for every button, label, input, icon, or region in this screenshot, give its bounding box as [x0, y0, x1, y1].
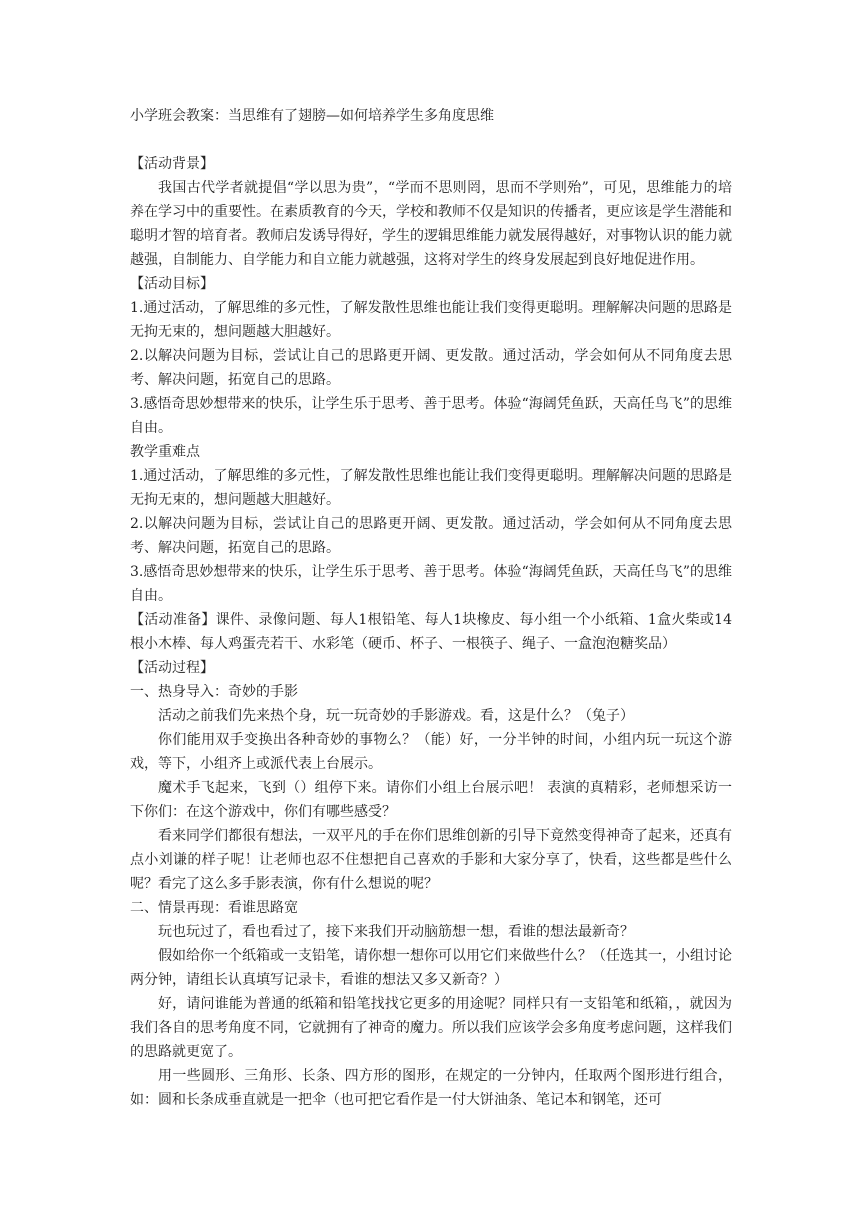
process-heading: 【活动过程】 — [130, 660, 214, 676]
document-body — [130, 104, 732, 1112]
document-title: 小学班会教案：当思维有了翅膀—如何培养学生多角度思维 — [130, 108, 494, 124]
section-1-paragraph: 看来同学们都很有想法，一双平凡的手在你们思维创新的引导下竟然变得神奇了起来，还真有点小刘谦的样子呢！让老师也忍不住想把自己喜欢的手影和大家分享了，快看，这些都是些什么呢？看完了这么多手影表演，你有什么想说的呢？ — [130, 828, 732, 892]
background-paragraph: 我国古代学者就提倡“学以思为贵”，“学而不思则罔，思而不学则殆”，可见，思维能力的培养在学习中的重要性。在素质教育的今天，学校和教师不仅是知识的传播者，更应该是学生潜能和聪明才智的培育者。教师启发诱导得好，学生的逻辑思维能力就发展得越好，对事物认识的能力就越强，自制能力、自学能力和自立能力就越强，这将对学生的终身发展起到良好地促进作用。 — [130, 180, 732, 268]
goal-item-3: 3.感悟奇思妙想带来的快乐，让学生乐于思考、善于思考。体验“海阔凭鱼跃，天高任鸟飞”的思维自由。 — [130, 396, 732, 436]
preparation-paragraph: 【活动准备】课件、录像问题、每人1根铅笔、每人1块橡皮、每小组一个小纸箱、1盒火柴或14根小木棒、每人鸡蛋壳若干、水彩笔（硬币、杯子、一根筷子、绳子、一盒泡泡糖奖品） — [130, 612, 732, 652]
section-2-paragraph: 玩也玩过了，看也看过了，接下来我们开动脑筋想一想，看谁的想法最新奇？ — [158, 924, 634, 940]
section-2-heading: 二、情景再现：看谁思路宽 — [130, 900, 298, 916]
key-point-item-3: 3.感悟奇思妙想带来的快乐，让学生乐于思考、善于思考。体验“海阔凭鱼跃，天高任鸟飞”的思维自由。 — [130, 564, 732, 604]
section-2-paragraph: 好，请问谁能为普通的纸箱和铅笔找找它更多的用途呢？同样只有一支铅笔和纸箱，，就因为我们各自的思考角度不同，它就拥有了神奇的魔力。所以我们应该学会多角度考虑问题，这样我们的思路就更宽了。 — [130, 996, 732, 1060]
key-point-item-2: 2.以解决问题为目标，尝试让自己的思路更开阔、更发散。通过活动，学会如何从不同角度去思考、解决问题，拓宽自己的思路。 — [130, 516, 732, 556]
section-1-paragraph: 魔术手飞起来，飞到（）组停下来。请你们小组上台展示吧！ 表演的真精彩，老师想采访一下你们：在这个游戏中，你们有哪些感受？ — [130, 780, 732, 820]
key-point-item-1: 1.通过活动，了解思维的多元性，了解发散性思维也能让我们变得更聪明。理解解决问题的思路是无拘无束的，想问题越大胆越好。 — [130, 468, 732, 508]
section-1-paragraph: 你们能用双手变换出各种奇妙的事物么？（能）好，一分半钟的时间，小组内玩一玩这个游戏，等下，小组齐上或派代表上台展示。 — [130, 732, 732, 772]
section-1-paragraph: 活动之前我们先来热个身，玩一玩奇妙的手影游戏。看，这是什么？（兔子） — [158, 708, 634, 724]
goal-item-2: 2.以解决问题为目标，尝试让自己的思路更开阔、更发散。通过活动，学会如何从不同角度去思考、解决问题，拓宽自己的思路。 — [130, 348, 732, 388]
section-2-paragraph: 假如给你一个纸箱或一支铅笔，请你想一想你可以用它们来做些什么？（任选其一，小组讨论两分钟，请组长认真填写记录卡，看谁的想法又多又新奇？） — [130, 948, 732, 988]
section-2-paragraph: 用一些圆形、三角形、长条、四方形的图形，在规定的一分钟内，任取两个图形进行组合，如：圆和长条成垂直就是一把伞（也可把它看作是一付大饼油条、笔记本和钢笔，还可 — [130, 1068, 732, 1108]
goal-item-1: 1.通过活动，了解思维的多元性，了解发散性思维也能让我们变得更聪明。理解解决问题的思路是无拘无束的，想问题越大胆越好。 — [130, 300, 732, 340]
background-heading: 【活动背景】 — [130, 156, 214, 172]
key-points-heading: 教学重难点 — [130, 444, 200, 460]
goals-heading: 【活动目标】 — [130, 276, 214, 292]
section-1-heading: 一、热身导入：奇妙的手影 — [130, 684, 298, 700]
